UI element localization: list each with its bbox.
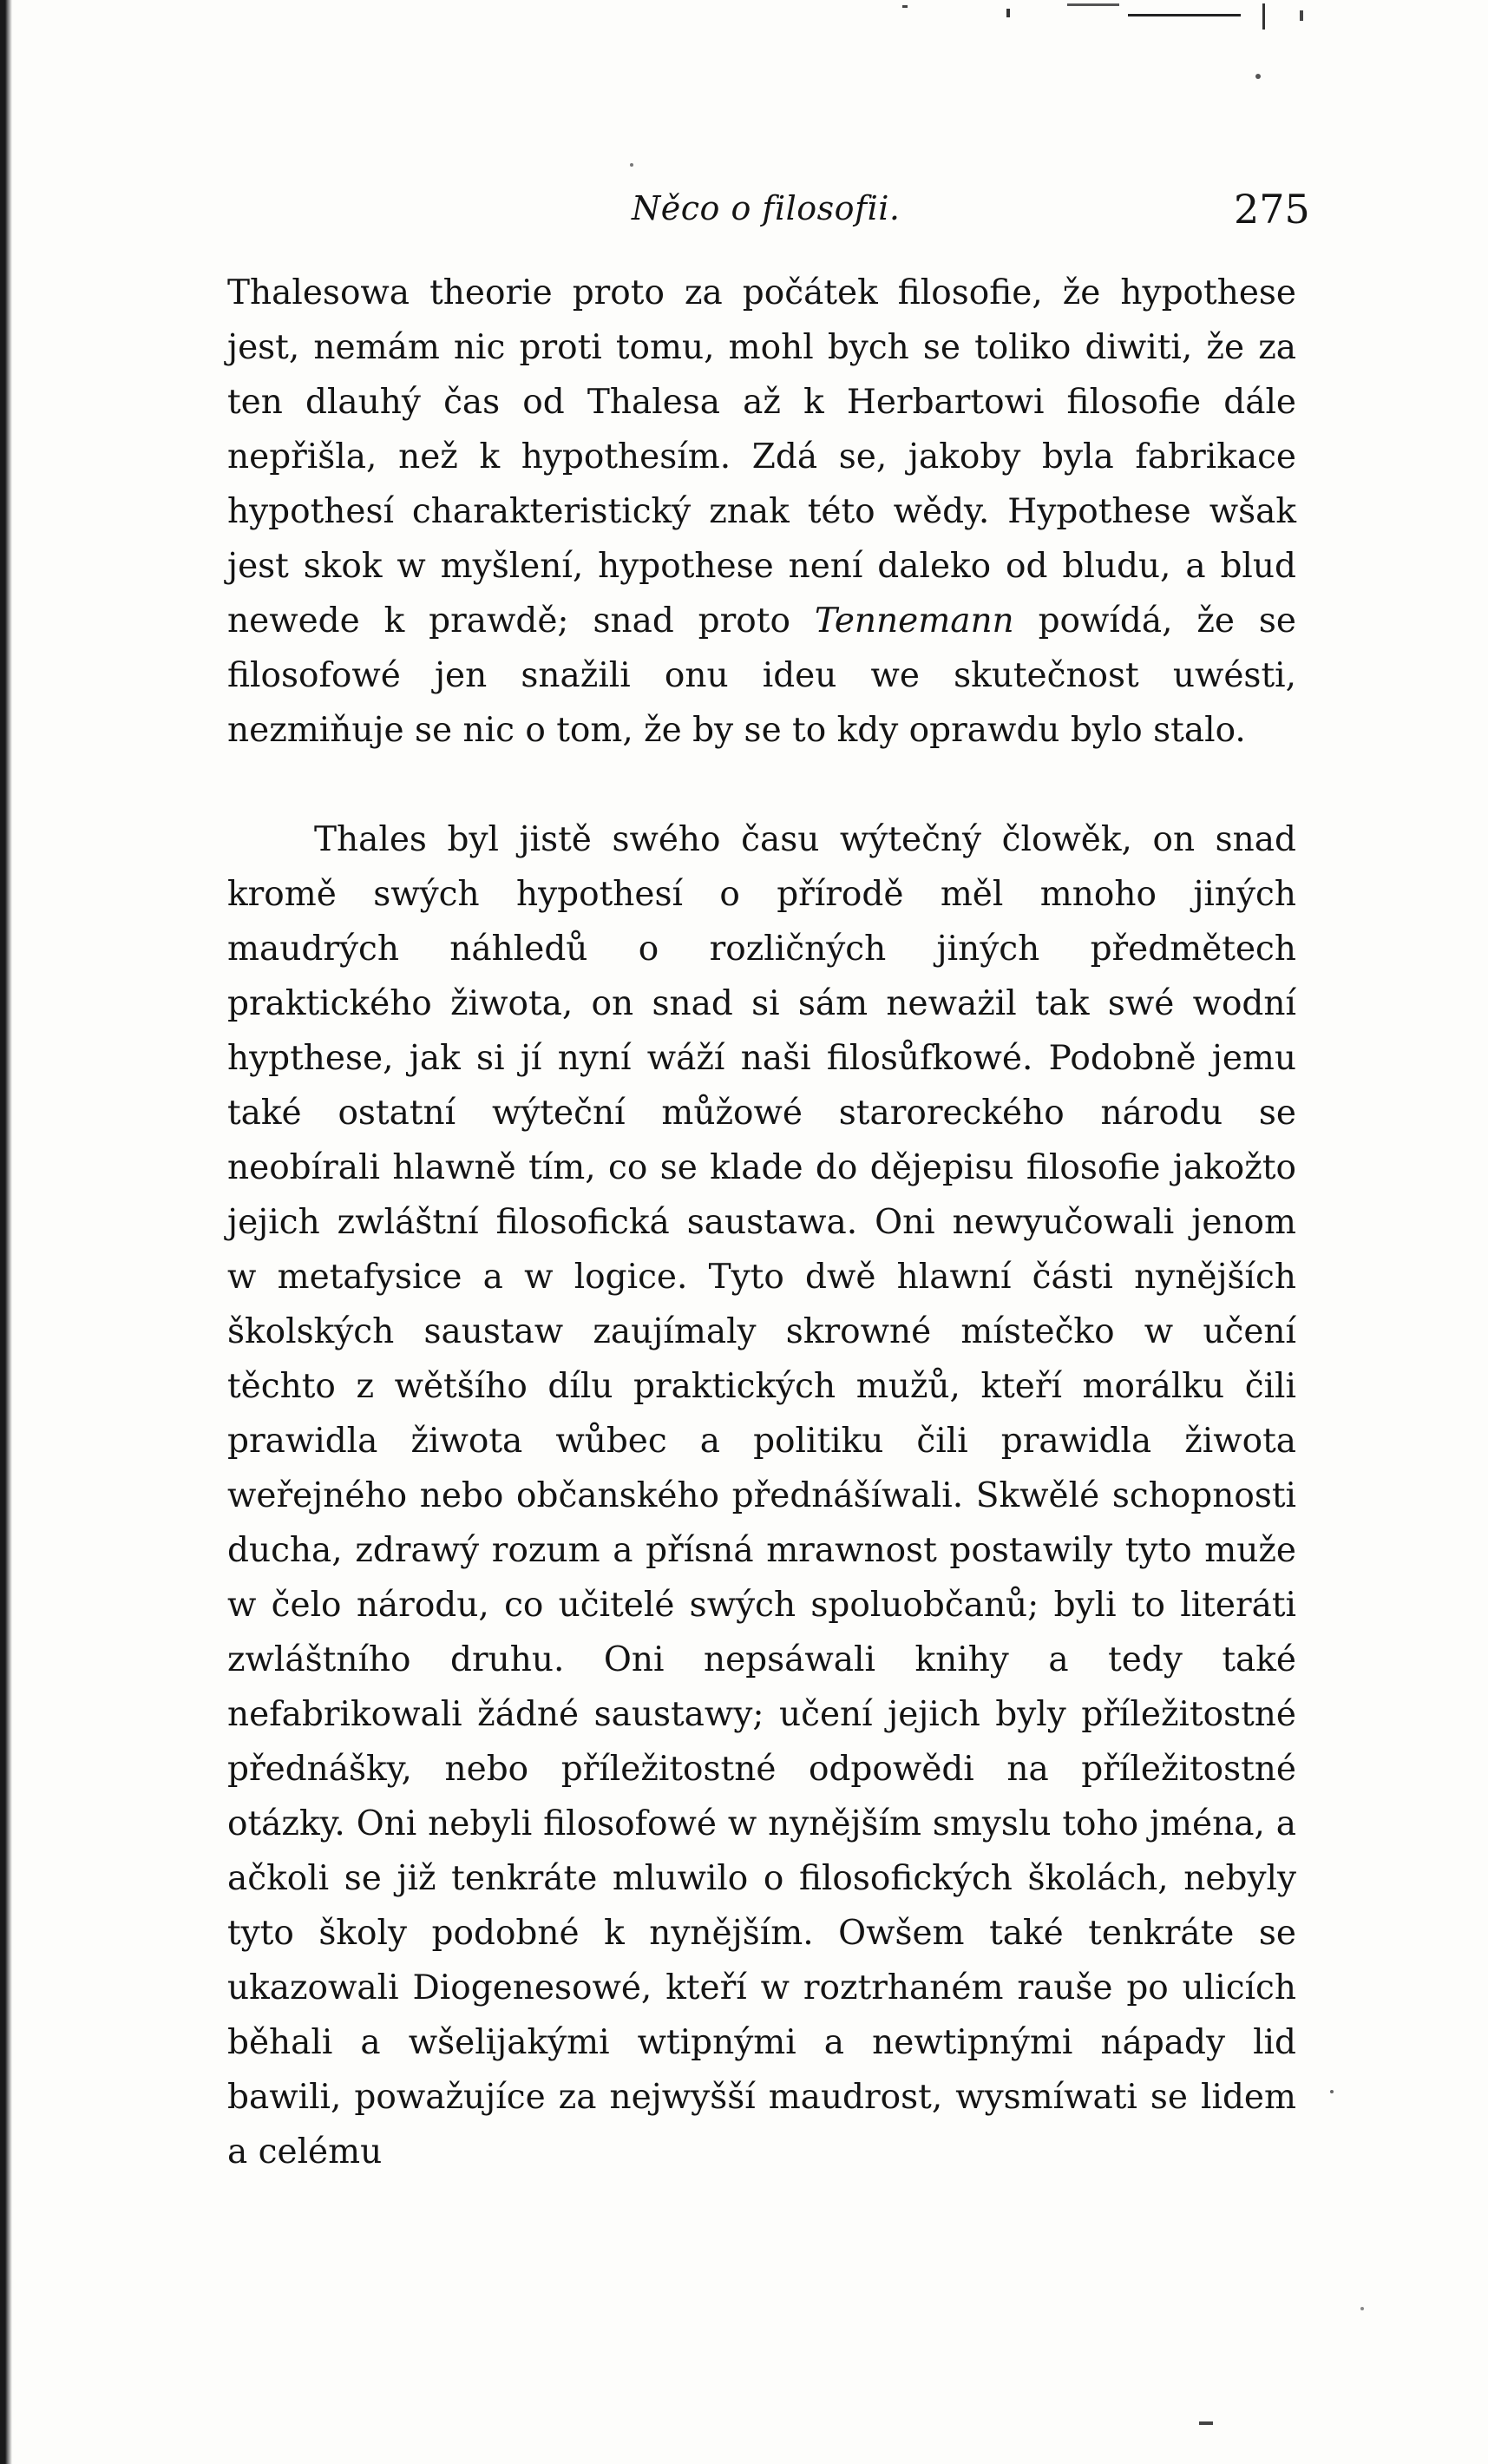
- paragraph-2: Thales byl jistě swého času wýtečný člowěk, on snad kromě swých hypothesí o přírodě měl mnoho jiných maudrých náhledů o rozličných jiných předmětech praktického žiwota, on snad si sám neważil tak swé wodní hypthese, jak si jí nyní wáží naši filosůfkowé. Podobně jemu také ostatní wýteční můžowé staroreckého národu se neobírali hlawně tím, co se klade do dějepisu filosofie jakožto jejich zwláštní filosofická saustawa. Oni newyučowali jenom w metafysice a w logice. Tyto dwě hlawní části nynějších školských saustaw zaujímaly skrowné místečko w učení těchto z wětšího dílu praktických mužů, kteří morálku čili prawidla žiwota wůbec a politiku čili prawidla žiwota weřejného nebo občanského přednášíwali. Skwělé schopnosti ducha, zdrawý rozum a přísná mrawnost postawily tyto muže w čelo národu, co učitelé swých spoluobčanů; byli to literáti zwláštního druhu. Oni nepsáwali knihy a tedy také nefabrikowali žádné saustawy; učení jejich byly příležitostné přednášky, nebo příležitostné odpowědi na příležitostné otázky. Oni nebyli filosofowé w nynějším smyslu toho jména, a ačkoli se již tenkráte mluwilo o filosofických školách, nebyly tyto školy podobné k nynějším. Owšem také tenkráte se ukazowali Diogenesowé, kteří w roztrhaném rauše po ulicích běhali a wšelijakými wtipnými a newtipnými nápady lid bawili, powažujíce za nejwyšší maudrost, wysmíwati se lidem a celému: [227, 820, 1296, 2172]
- paragraph-1-text-b: powídá, že se filosofowé jen snažili onu ideu we skutečnost uwésti, nezmiňuje se nic o tom, že by se to kdy oprawdu bylo stalo.: [227, 601, 1297, 750]
- top-edge-specks: [868, 0, 1354, 35]
- page-header: [0, 186, 1488, 241]
- page-number: 275: [1234, 186, 1310, 233]
- scan-binding-edge: [0, 0, 12, 2464]
- paragraph-1-text-a: Thalesowa theorie proto za počátek filosofie, že hypothese jest, nemám nic proti tomu, mohl bych se toliko diwiti, že za ten dlauhý čas od Thalesa až k Herbartowi filosofie dále nepřišla, než k hypothesím. Zdá se, jakoby byla fabrikace hypothesí charakteristický znak této wědy. Hypothese wšak jest skok w myšlení, hypothese není daleko od bludu, a blud newede k prawdě; snad proto: [227, 273, 1296, 641]
- italic-name-tennemann: Tennemann: [814, 601, 1014, 641]
- paragraph-1: [227, 266, 1296, 758]
- running-title: Něco o filosofii.: [632, 189, 901, 227]
- body-text: [227, 266, 1296, 2179]
